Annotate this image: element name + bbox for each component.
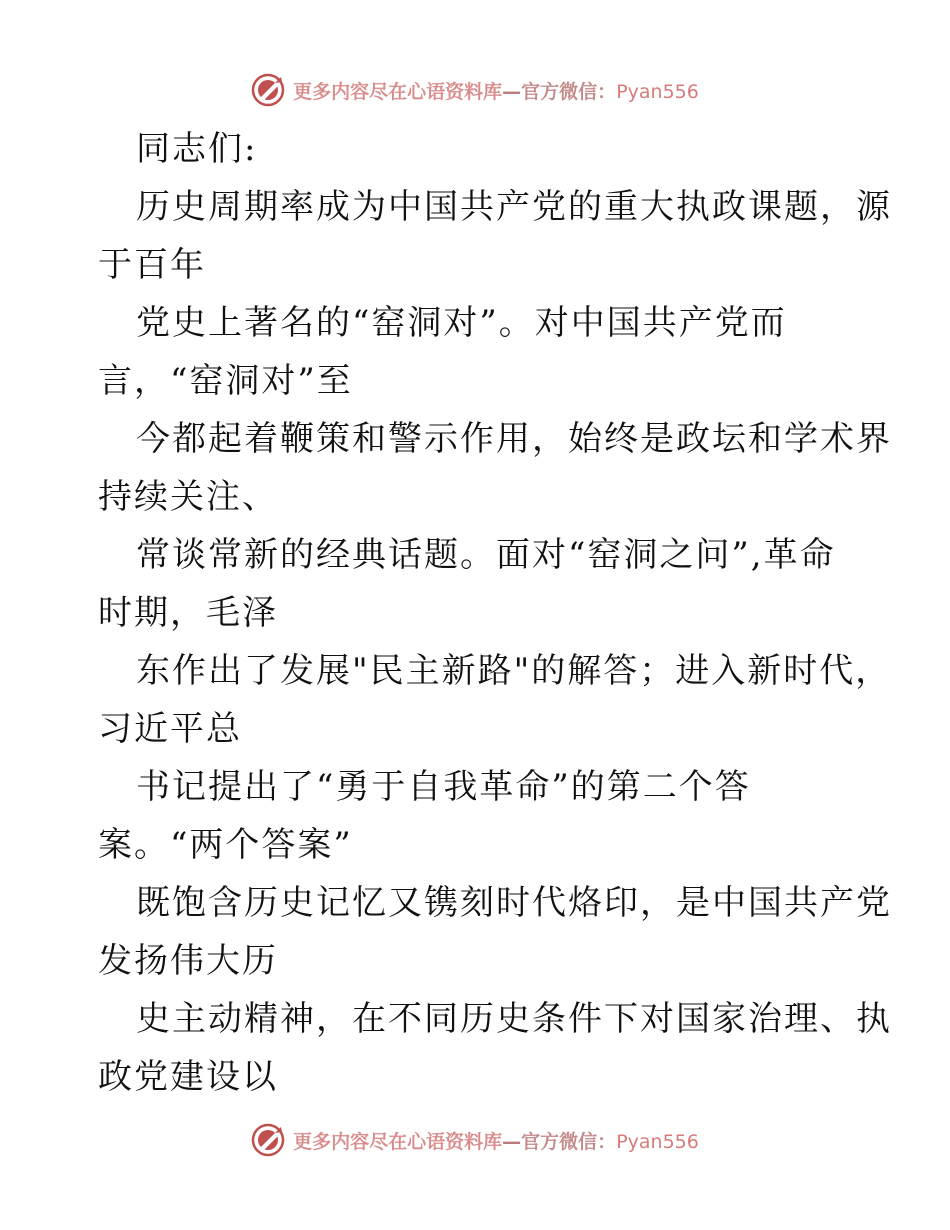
banner-wechat-id: Pyan556 xyxy=(616,1130,699,1153)
body-line: 既饱含历史记忆又镌刻时代烙印，是中国共产党 xyxy=(136,883,892,923)
banner-separator: — xyxy=(502,1130,522,1153)
banner-main-text: 更多内容尽在心语资料库 xyxy=(293,80,503,103)
body-line: 史主动精神，在不同历史条件下对国家治理、执 xyxy=(136,999,892,1039)
body-line: 于百年 xyxy=(98,245,206,285)
banner-wechat-label: 官方微信： xyxy=(521,80,617,103)
body-line: 习近平总 xyxy=(98,709,242,749)
body-line: 时期，毛泽 xyxy=(98,593,278,633)
body-line: 今都起着鞭策和警示作用，始终是政坛和学术界 xyxy=(136,419,892,459)
banner-wechat-label: 官方微信： xyxy=(521,1130,617,1153)
body-line: 历史周期率成为中国共产党的重大执政课题，源 xyxy=(136,187,892,227)
body-line: 同志们: xyxy=(136,129,258,169)
pen-nib-logo-icon xyxy=(251,73,285,107)
body-line: 常谈常新的经典话题。面对“窑洞之问”,革命 xyxy=(136,535,836,575)
banner-wechat-id: Pyan556 xyxy=(616,80,699,103)
body-line: 党史上著名的“窑洞对”。对中国共产党而 xyxy=(136,303,787,343)
body-line: 政党建设以 xyxy=(98,1057,278,1097)
body-line: 发扬伟大历 xyxy=(98,941,278,981)
body-line: 东作出了发展"民主新路"的解答；进入新时代， xyxy=(136,651,892,691)
page-footer-banner xyxy=(0,1120,950,1160)
page-header-banner xyxy=(0,70,950,110)
document-body xyxy=(98,120,892,1106)
body-line: 持续关注、 xyxy=(98,477,278,517)
body-line: 案。“两个答案” xyxy=(98,825,353,865)
body-line: 言，“窑洞对”至 xyxy=(98,361,353,401)
body-line: 书记提出了“勇于自我革命”的第二个答 xyxy=(136,767,751,807)
pen-nib-logo-icon xyxy=(251,1123,285,1157)
banner-main-text: 更多内容尽在心语资料库 xyxy=(293,1130,503,1153)
banner-separator: — xyxy=(502,80,522,103)
